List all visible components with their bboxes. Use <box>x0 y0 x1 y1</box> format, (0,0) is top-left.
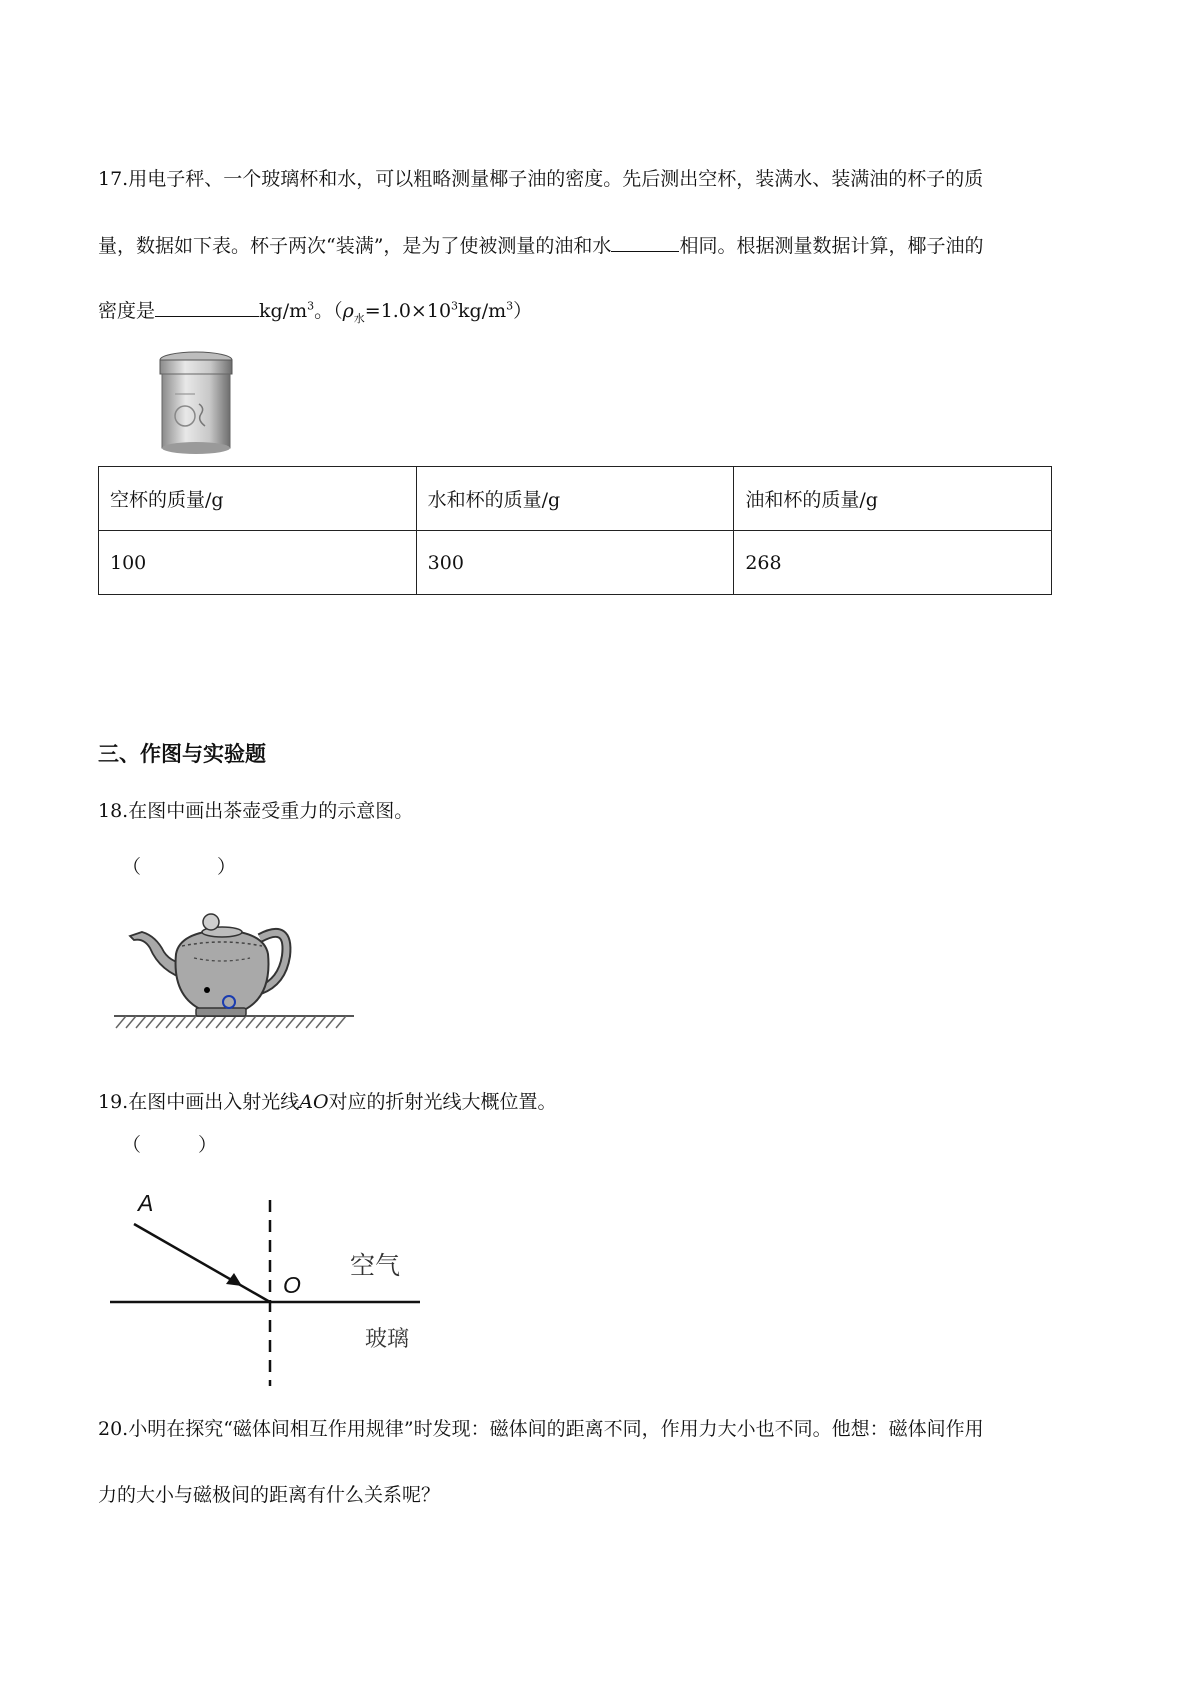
table-cell: 100 <box>99 531 417 595</box>
q19-ray-label: AO <box>299 1091 329 1113</box>
label-o: O <box>283 1272 301 1298</box>
unit-text: kg/m <box>259 300 308 322</box>
label-glass: 玻璃 <box>365 1327 410 1352</box>
q17-text: 相同。根据测量数据计算，椰子油的 <box>679 235 984 257</box>
q20-line-1: 20.小明在探究“磁体间相互作用规律”时发现：磁体间的距离不同，作用力大小也不同。他想：磁体间作用 <box>98 1418 984 1440</box>
rho-subscript: 水 <box>353 311 365 325</box>
q20-line-2: 力的大小与磁极间的距离有什么关系呢？ <box>98 1484 441 1506</box>
q19-answer-paren[interactable]: （ ） <box>122 1134 218 1156</box>
rho-symbol: ρ <box>342 300 354 322</box>
label-air: 空气 <box>350 1251 401 1280</box>
table-cell: 300 <box>416 531 734 595</box>
table-header-cell: 空杯的质量/g <box>99 467 417 531</box>
table-header-row <box>99 467 1052 531</box>
answer-blank-1[interactable] <box>611 233 679 252</box>
answer-blank-2[interactable] <box>155 298 259 317</box>
label-a: A <box>138 1190 154 1216</box>
incident-ray <box>134 1224 270 1302</box>
q17-line-1 <box>98 164 983 191</box>
q18-text: 18.在图中画出茶壶受重力的示意图。 <box>98 800 414 822</box>
teapot-image <box>110 898 360 1040</box>
q17-line-2 <box>98 231 983 258</box>
q18-answer-paren[interactable]: （ ） <box>122 856 237 878</box>
section-heading: 三、作图与实验题 <box>98 741 266 766</box>
q17-text: 。（ <box>314 300 343 322</box>
table-header-cell: 油和杯的质量/g <box>734 467 1052 531</box>
table-header-cell: 水和杯的质量/g <box>416 467 734 531</box>
q17-line-3 <box>98 296 532 326</box>
q17-text: 17.用电子秤、一个玻璃杯和水，可以粗略测量椰子油的密度。先后测出空杯，装满水、装满油的杯子的质 <box>98 168 984 190</box>
coconut-oil-jar-image <box>155 350 237 456</box>
table-row <box>99 531 1052 595</box>
q19-text: 19.在图中画出入射光线 <box>98 1091 300 1113</box>
close-paren: ） <box>513 300 533 322</box>
q19-line <box>98 1087 557 1114</box>
q17-text: 密度是 <box>98 300 156 322</box>
mass-data-table <box>98 466 1052 595</box>
unit-exponent: 3 <box>307 299 315 313</box>
rho-value: =1.0×10 <box>364 300 452 322</box>
rho-unit: kg/m <box>458 300 507 322</box>
table-cell: 268 <box>734 531 1052 595</box>
rho-exponent: 3 <box>451 299 459 313</box>
q19-text: 对应的折射光线大概位置。 <box>328 1091 557 1113</box>
refraction-diagram <box>108 1180 428 1392</box>
rho-unit-exponent: 3 <box>506 299 514 313</box>
q17-text: 量，数据如下表。杯子两次“装满”，是为了使被测量的油和水 <box>98 235 612 257</box>
